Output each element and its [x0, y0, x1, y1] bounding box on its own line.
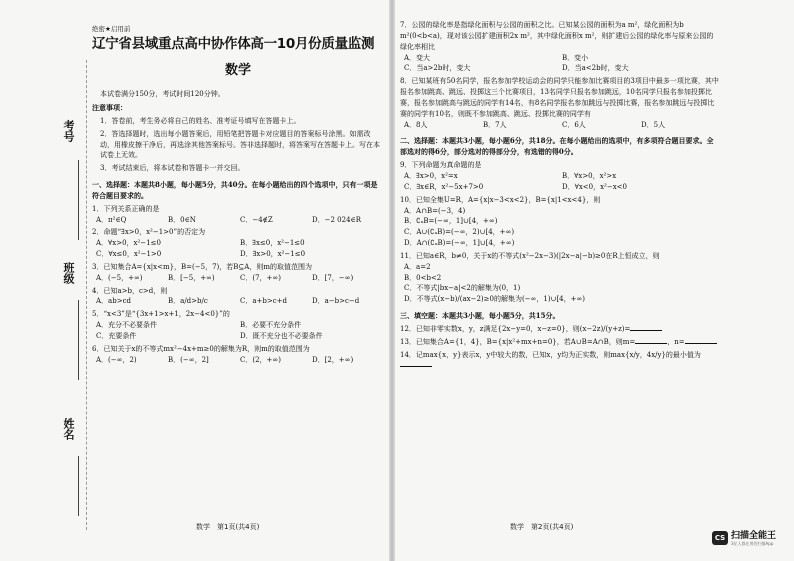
option: D．不等式(x−b)/(ax−2)≥0的解集为(−∞，1)∪[4，+∞)	[404, 295, 586, 304]
option: B．∁ᵤB=(−∞，1]∪[4，+∞)	[404, 217, 498, 226]
question-5-options	[92, 320, 384, 342]
option: A．充分不必要条件	[96, 321, 158, 330]
question-3-stem: 3．已知集合A={x|x<m}，B=(−5，7)，若B⊆A，则m的取值范围为	[92, 262, 312, 271]
exam-intro: 本试卷满分150分，考试时间120分钟。	[100, 90, 225, 99]
logo-name: 扫描全能王	[731, 531, 777, 541]
question-8-stem: 8．已知某班有50名同学，报名参加学校运动会的同学只能参加比赛项目的3项目中最多一项比赛，其中报名参加跳高、跳远、投掷这三个比赛项目，13名同学只报名参加跳远，10名同学只报名参加投掷比赛，报名参加跳高与跳远的同学有14名，有8名同学报名参加跳远与投掷比赛，报名参加跳远与投掷比赛的同学有10名，则既不参加跳高、跳远、投掷比赛的同学有	[400, 77, 719, 118]
option: D．既不充分也不必要条件	[240, 332, 323, 340]
logo-text	[731, 528, 776, 547]
question-12-text: 12．已知非零实数x，y，z满足{2x−y=0，x−z=0}，则(x−2z)/(y+z)=	[400, 324, 631, 333]
option: A．变大	[404, 53, 431, 62]
question-1-stem: 1．下列关系正确的是	[92, 204, 160, 213]
option: A．ab>cd	[96, 297, 131, 306]
option: D．当a<2b时，变大	[562, 64, 629, 73]
option: D．A∩(∁ᵤB)=(−∞，1]∪[4，+∞)	[404, 239, 515, 248]
option: C．A∪(∁ᵤB)=(−∞，2)∪[4，+∞)	[404, 228, 515, 237]
answer-blank	[630, 324, 662, 331]
question-7-options	[400, 53, 720, 75]
notes-title: 注意事项：	[92, 102, 127, 112]
option: A．a=2	[404, 262, 431, 271]
secret-mark: 绝密★启用前	[92, 25, 131, 33]
question-12	[400, 324, 720, 335]
right-page	[400, 18, 720, 538]
option: A．π²∈Q	[96, 215, 127, 224]
option: A．∀x>0，x²−1≤0	[96, 239, 161, 248]
option: D．a−b>c−d	[312, 297, 360, 306]
section-heading-2: 二、选择题：本题共3小题，每小题6分，共18分。在每小题给出的选项中，有多项符合题目要求。全部选对的得6分，部分选对的得部分分，有选错的得0分。	[400, 136, 714, 157]
subject-title: 数学	[224, 62, 251, 78]
option: B．7人	[483, 120, 507, 129]
question-9-stem: 9．下列命题为真命题的是	[400, 161, 482, 170]
option: B．必要不充分条件	[240, 321, 302, 330]
question-7-stem: 7．公园的绿化率是指绿化面积与公园的面积之比。已知某公园的面积为a m²，绿化面积为b m²(0<b<a)，现对该公园扩建面积2x m²，其中绿化面积x m²，则扩建后公园的绿化率与原来公园的绿化率相比	[400, 21, 714, 51]
answer-blank	[685, 337, 717, 344]
cs-logo-icon: CS	[712, 531, 728, 545]
option: B．a/d>b/c	[168, 297, 208, 306]
side-label-name: 姓名	[62, 418, 75, 440]
side-line-name	[78, 456, 79, 516]
option: A．(−∞，2)	[96, 355, 137, 364]
note-item: 2．答选择题时，选出每小题答案后，用铅笔把答题卡对应题目的答案标号涂黑。如需改动，用橡皮擦干净后，再选涂其他答案标号。答非选择题时，将答案写在答题卡上。写在本试卷上无效。	[100, 129, 380, 160]
answer-blank	[400, 360, 432, 367]
option: C．∃x∈R，x²−5x+7>0	[404, 182, 484, 191]
side-line-exam-number	[78, 160, 79, 240]
seal-line	[86, 60, 87, 530]
option: B．变小	[562, 53, 589, 62]
answer-blank	[635, 337, 667, 344]
question-6-stem: 6．已知关于x的不等式mx²−4x+m≥0的解集为R，则m的取值范围为	[92, 344, 310, 353]
page-fold	[389, 0, 395, 561]
question-6-options	[92, 355, 384, 366]
option: D．∃x>0，x²−1≤0	[240, 250, 306, 259]
question-14-text: 14．记max{x，y}表示x，y中较大的数，已知x，y均为正实数，则max{x/y，4x/y}的最小值为	[400, 350, 701, 359]
option: B．∀x>0，x²>x	[562, 171, 617, 180]
option: B．0∈N	[168, 215, 196, 224]
option: C．充要条件	[96, 332, 137, 340]
question-4-options	[92, 296, 384, 307]
option: D．5人	[641, 120, 666, 129]
option: A．(−5，+∞)	[96, 273, 143, 282]
logo-subtitle: 3亿人都在用的扫描App	[731, 541, 774, 546]
question-13	[400, 337, 720, 348]
question-5-stem: 5．“x<3”是“{3x+1>x+1，2x−4<0}”的	[92, 310, 230, 319]
option: C．(7，+∞)	[240, 273, 281, 282]
left-page	[92, 18, 384, 538]
question-13-text-b: ，n=	[667, 337, 685, 346]
section-heading-3: 三、填空题：本题共3小题，每小题5分，共15分。	[400, 311, 560, 321]
option: A．∃x>0，x²=x	[404, 171, 458, 180]
side-label-exam-number: 考号	[62, 120, 75, 142]
option: D．[2，+∞)	[312, 355, 354, 364]
note-item: 1．答卷前，考生务必将自己的姓名、准考证号填写在答题卡上。	[100, 116, 301, 125]
option: B．0<b<2	[404, 273, 442, 282]
scanner-watermark	[712, 528, 776, 547]
exam-title: 辽宁省县域重点高中协作体高一10月份质量监测	[92, 36, 375, 53]
question-3-options	[92, 273, 384, 284]
option: C．6人	[562, 120, 586, 129]
option: B．[−5，+∞)	[168, 273, 215, 282]
option: C．−4∉Z	[240, 215, 273, 224]
option: C．当a>2b时，变大	[404, 64, 471, 73]
question-list	[92, 204, 384, 366]
question-2-options	[92, 238, 384, 260]
question-11-stem: 11．已知a∈R，b≠0，关于x的不等式(x²−2x−3)(|2x−a|−b)≥0在R上恒成立，则	[400, 251, 660, 260]
question-4-stem: 4．已知a>b，c>d，则	[92, 286, 168, 295]
note-item: 3．考试结束后，将本试卷和答题卡一并交回。	[100, 164, 245, 173]
option: C．a+b>c+d	[240, 297, 288, 306]
option: A．8人	[404, 120, 428, 129]
question-8-options	[400, 120, 720, 131]
left-page-footer: 数学 第1页(共4页)	[196, 523, 260, 531]
option: A．A∩B=(−3，4)	[404, 206, 466, 215]
side-label-class: 班级	[62, 262, 75, 284]
question-9-options	[400, 171, 720, 193]
question-2-stem: 2．命题“∃x>0，x²−1>0”的否定为	[92, 228, 206, 237]
question-10-stem: 10．已知全集U=R，A={x|x−3<x<2}，B={x|1<x<4}，则	[400, 195, 601, 204]
section-heading-1: 一、选择题：本题共8小题，每小题5分，共40分。在每小题给出的四个选项中，只有一项是符合题目要求的。	[92, 180, 378, 200]
option: B．∃x≤0，x²−1≤0	[240, 239, 305, 248]
option: D．−2 024∈R	[312, 215, 361, 224]
option: B．(−∞，2]	[168, 355, 209, 364]
option: C．(2，+∞)	[240, 355, 281, 364]
question-10-options	[400, 206, 720, 249]
question-14	[400, 350, 720, 372]
question-1-options	[92, 215, 384, 226]
question-11-options	[400, 262, 720, 305]
option: C．不等式|bx−a|<2的解集为(0，1)	[404, 284, 521, 293]
option: C．∀x≤0，x²−1>0	[96, 250, 162, 259]
option: D．∀x<0，x²−x<0	[562, 182, 627, 191]
side-line-class	[78, 300, 79, 380]
option: D．[7，−∞)	[312, 273, 354, 282]
right-page-footer: 数学 第2页(共4页)	[510, 523, 574, 531]
question-13-text: 13．已知集合A={1，4}，B={x|x²+mx+n=0}，若A∪B=A∩B，则m=	[400, 337, 636, 346]
